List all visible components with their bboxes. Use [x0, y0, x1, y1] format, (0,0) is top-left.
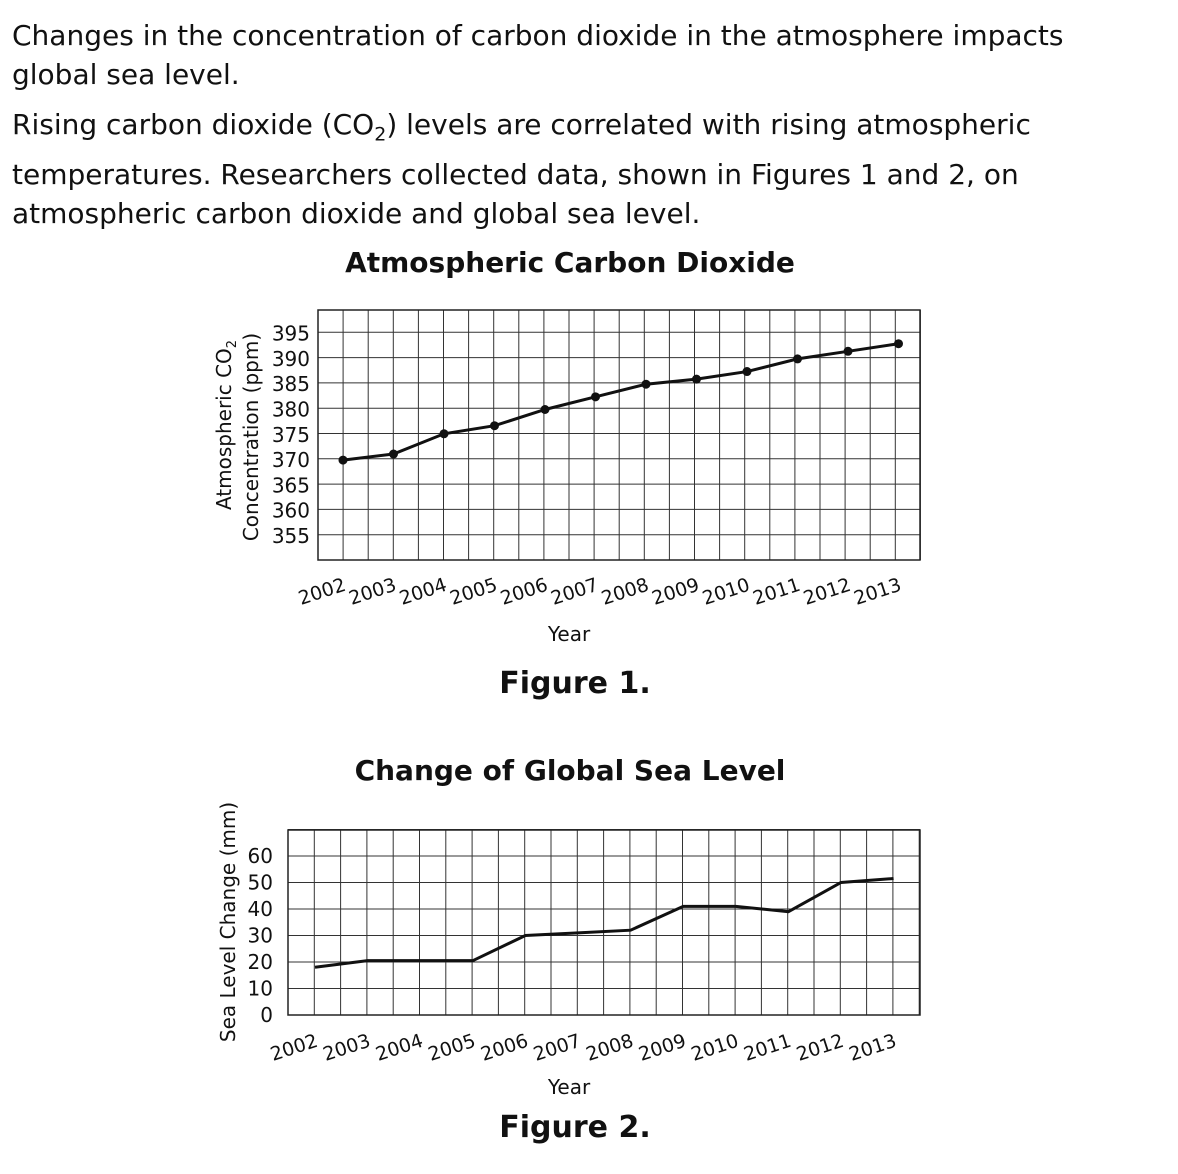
x-tick-label: 2012 [800, 573, 854, 610]
y-tick-label: 375 [271, 422, 310, 447]
y-axis-label: Sea Level Change (mm) [216, 801, 240, 1043]
x-tick-label: 2009 [649, 573, 703, 610]
data-point [844, 347, 853, 356]
x-tick-label: 2004 [396, 573, 450, 610]
intro-paragraph-1: Changes in the concentration of carbon dioxide in the atmosphere impacts global sea level. [12, 19, 1064, 91]
data-point [692, 375, 701, 384]
data-point [440, 429, 449, 438]
x-tick-label: 2008 [583, 1029, 637, 1066]
figure2-label: Figure 2. [499, 1110, 651, 1145]
intro-p2-after: ) levels are correlated with rising atmospheric temperatures. Researchers collected data, shown in Figures 1 and 2, on atmospheric carbon dioxide and global sea level. [12, 108, 1031, 230]
x-tick-label: 2007 [530, 1029, 584, 1066]
chart2-title: Change of Global Sea Level [354, 754, 786, 787]
x-tick-label: 2004 [372, 1029, 426, 1066]
y-axis-label-line2: Concentration (ppm) [239, 332, 263, 542]
x-tick-label: 2010 [699, 573, 753, 610]
y-tick-label: 10 [247, 976, 273, 1001]
intro-p2-subscript: 2 [374, 123, 387, 146]
chart1-title: Atmospheric Carbon Dioxide [345, 246, 795, 279]
figure1-label: Figure 1. [499, 666, 651, 701]
x-tick-label: 2006 [478, 1029, 531, 1066]
x-tick-label: 2008 [598, 573, 652, 610]
x-tick-label: 2005 [447, 573, 501, 610]
y-tick-label: 380 [271, 397, 310, 422]
data-point [541, 405, 550, 414]
y-tick-label: 360 [271, 498, 310, 523]
x-tick-label: 2013 [846, 1029, 900, 1066]
y-tick-label: 20 [247, 950, 273, 974]
y-tick-label: 395 [271, 321, 310, 346]
x-tick-label: 2002 [295, 573, 349, 610]
x-axis-label: Year [547, 622, 591, 646]
y-tick-label: 0 [260, 1003, 273, 1027]
data-point [490, 421, 499, 430]
x-tick-label: 2003 [320, 1029, 374, 1066]
x-tick-label: 2002 [267, 1029, 321, 1066]
x-tick-label: 2011 [741, 1029, 794, 1066]
y-tick-label: 60 [247, 844, 273, 868]
data-point [642, 380, 651, 389]
x-tick-label: 2003 [346, 573, 400, 610]
y-tick-label: 385 [271, 372, 310, 397]
co2-chart [0, 290, 1178, 660]
x-tick-label: 2005 [425, 1029, 479, 1066]
y-tick-label: 50 [247, 870, 273, 895]
y-tick-label: 40 [247, 897, 273, 921]
intro-paragraph-2 [12, 105, 1152, 233]
x-axis-label: Year [547, 1075, 591, 1099]
data-point [743, 367, 752, 376]
x-tick-label: 2006 [497, 573, 551, 610]
x-tick-label: 2012 [793, 1029, 847, 1066]
y-tick-label: 30 [247, 923, 273, 948]
sea-level-chart [0, 801, 1178, 1110]
data-point [793, 354, 802, 363]
data-point [894, 339, 903, 348]
x-tick-label: 2009 [635, 1029, 689, 1066]
data-point [389, 450, 398, 459]
intro-p2-before: Rising carbon dioxide (CO [12, 108, 375, 141]
x-tick-label: 2007 [548, 573, 602, 610]
series-line-sea-level [315, 879, 894, 968]
series-line-co2 [343, 344, 899, 460]
x-tick-label: 2011 [750, 573, 804, 610]
x-tick-label: 2013 [851, 573, 905, 610]
y-axis-label-line1: Atmospheric $CO_2$ [212, 339, 240, 511]
data-point [591, 392, 600, 401]
y-tick-label: 370 [271, 448, 310, 473]
x-tick-label: 2010 [688, 1029, 742, 1066]
y-tick-label: 355 [271, 524, 310, 548]
y-tick-label: 390 [271, 346, 310, 371]
data-point [339, 456, 348, 465]
y-tick-label: 365 [271, 473, 310, 498]
